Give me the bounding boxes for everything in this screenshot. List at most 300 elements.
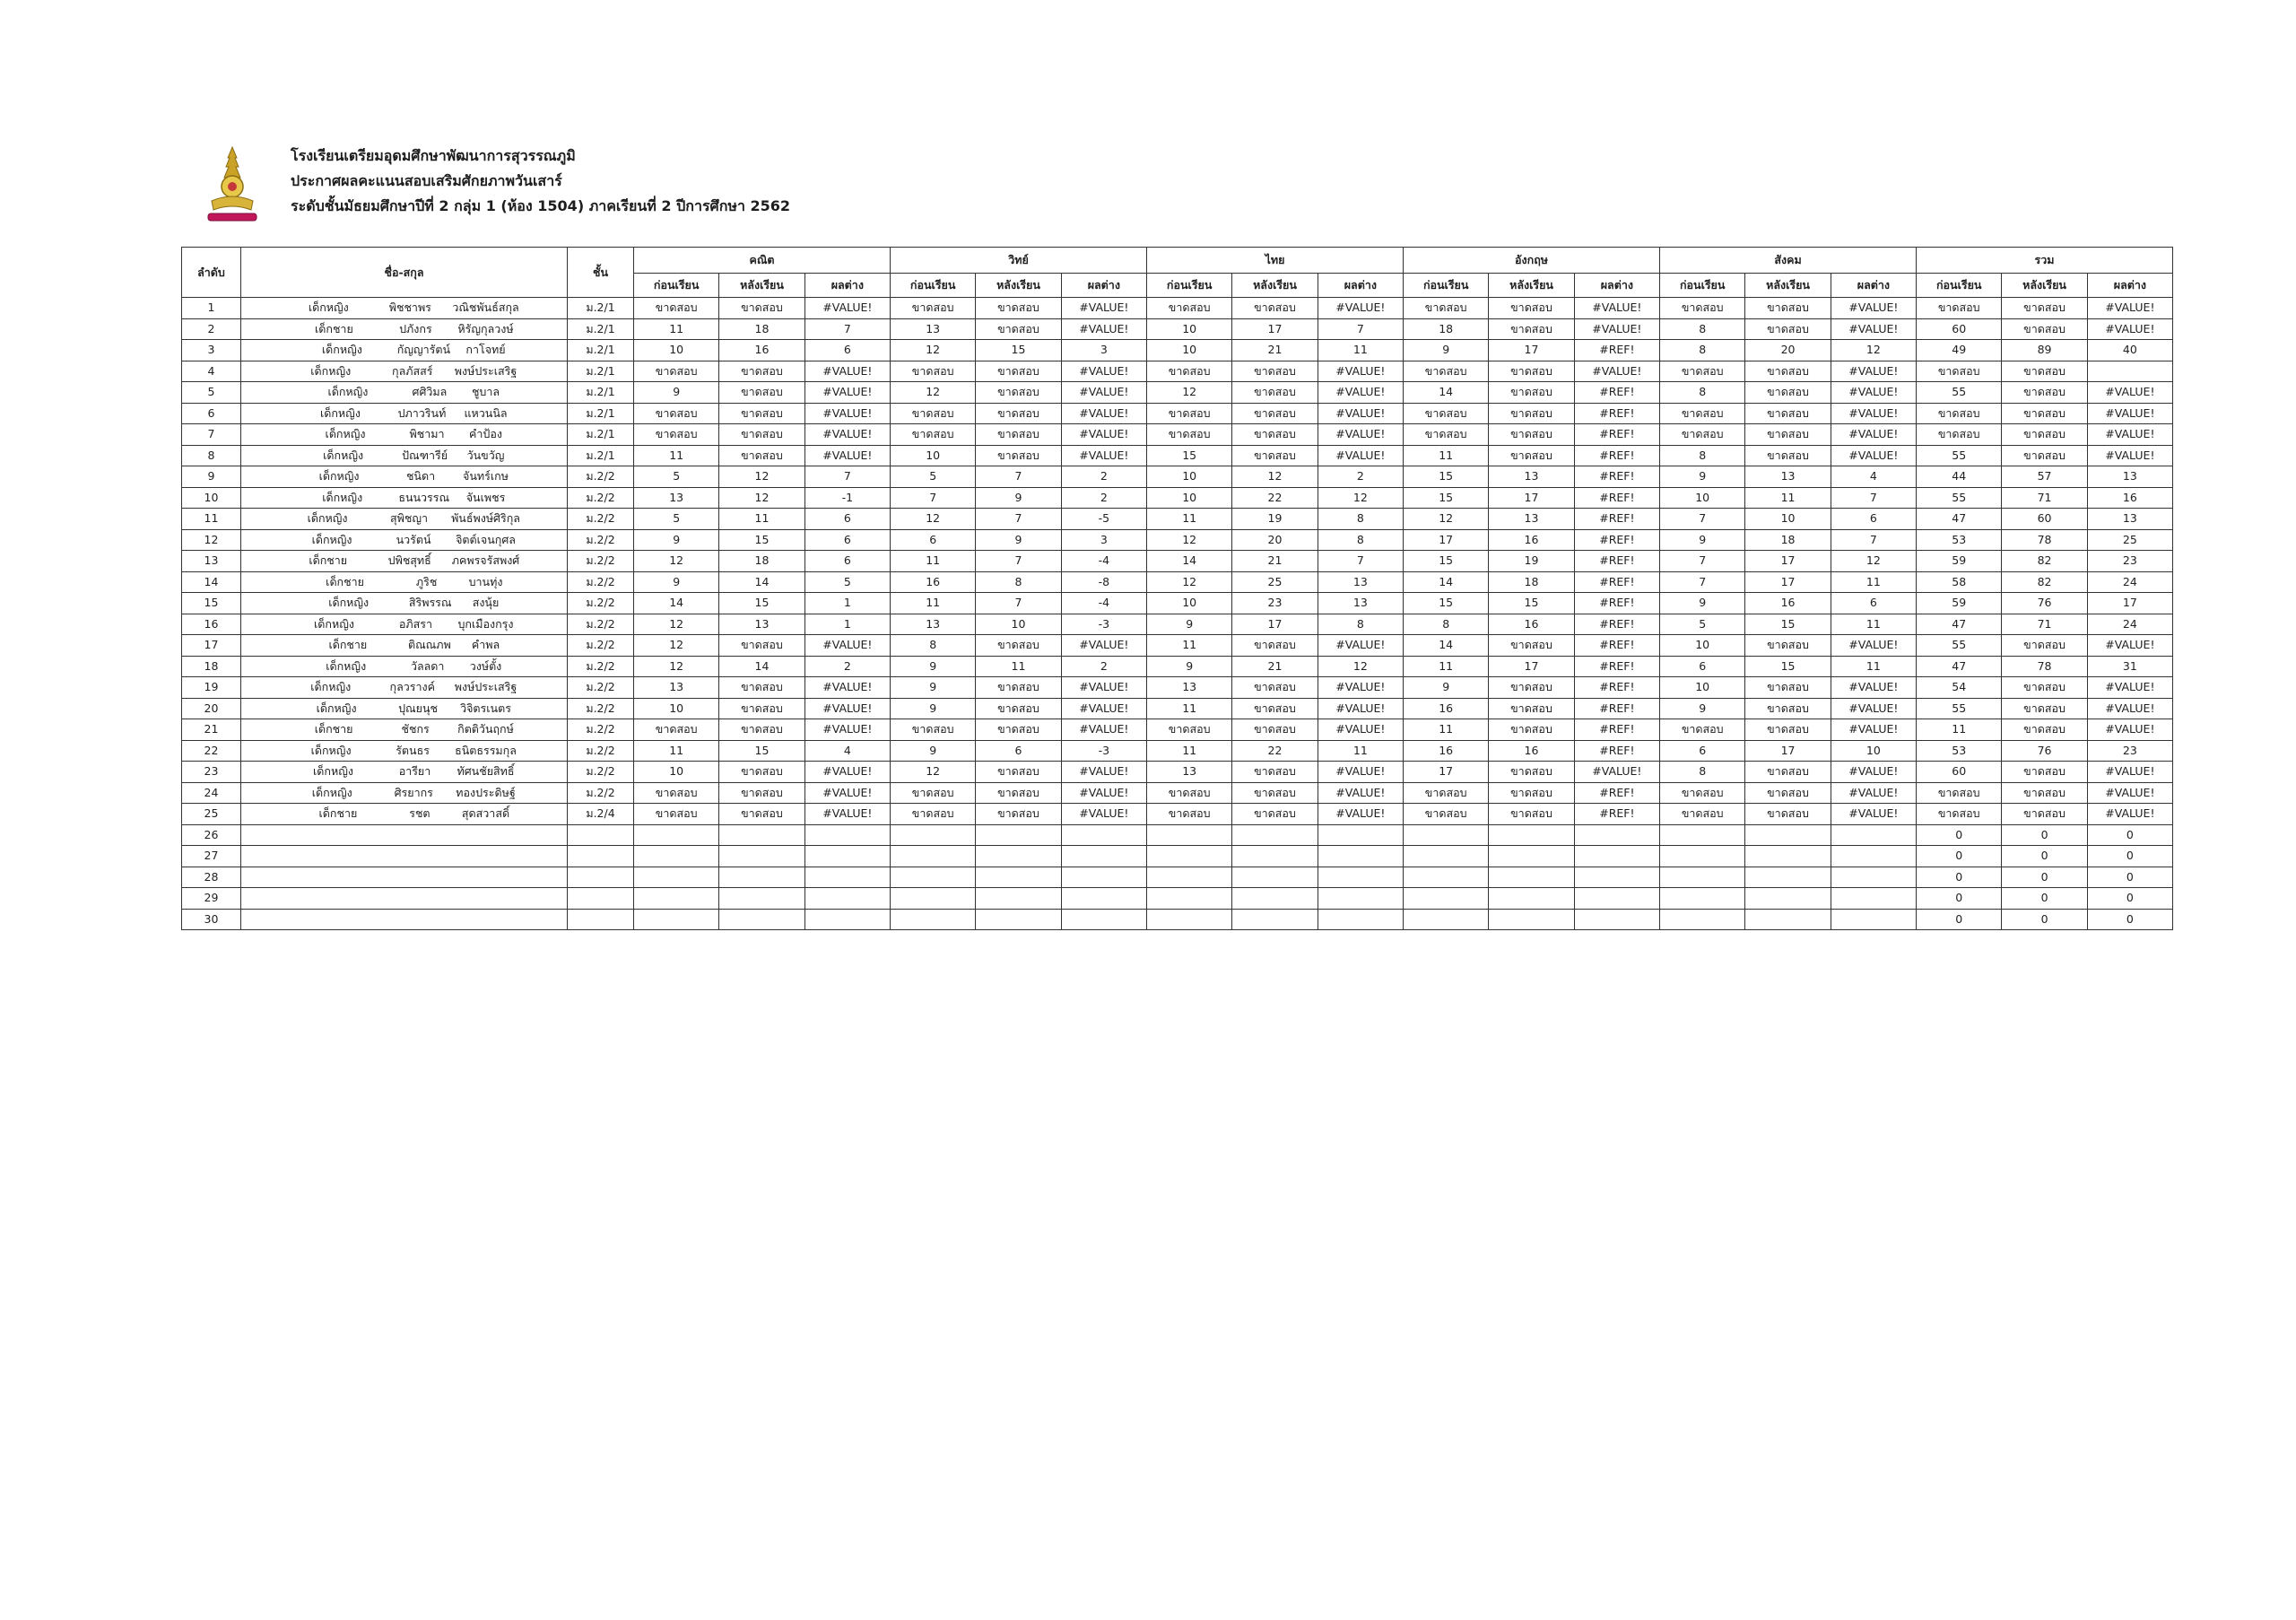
score-cell: #VALUE! [804, 424, 890, 446]
score-cell: #VALUE! [2087, 403, 2172, 424]
score-cell: 10 [1147, 487, 1232, 509]
score-cell [1061, 846, 1146, 867]
score-cell: 9 [891, 677, 976, 699]
score-cell: 2 [1318, 466, 1403, 488]
score-cell [1318, 846, 1403, 867]
header-sub: ก่อนเรียน [1660, 274, 1745, 298]
name-gender: เด็กหญิง [311, 532, 352, 546]
score-cell [1660, 867, 1745, 888]
score-cell: ขาดสอบ [1489, 318, 1574, 340]
header-subject: คณิต [634, 248, 891, 274]
student-class [568, 846, 634, 867]
score-cell: 0 [1917, 909, 2002, 930]
score-cell: 7 [976, 509, 1061, 530]
score-cell: 16 [1489, 614, 1574, 635]
score-cell [1574, 824, 1659, 846]
score-cell: ขาดสอบ [1147, 424, 1232, 446]
score-cell [1404, 846, 1489, 867]
score-cell [1745, 909, 1831, 930]
score-cell: 12 [719, 466, 804, 488]
score-cell: 17 [1745, 571, 1831, 593]
score-cell: 12 [1318, 487, 1403, 509]
score-cell: 13 [1489, 466, 1574, 488]
score-cell [1489, 846, 1574, 867]
table-row [182, 466, 2173, 488]
score-cell: 22 [1232, 487, 1318, 509]
score-cell [1574, 867, 1659, 888]
student-name [241, 529, 568, 551]
score-cell: ขาดสอบ [1745, 424, 1831, 446]
student-name [241, 614, 568, 635]
name-last: กาโจทย์ [465, 343, 506, 357]
score-cell: ขาดสอบ [719, 382, 804, 404]
header-sub: ก่อนเรียน [1404, 274, 1489, 298]
score-cell: ขาดสอบ [1489, 403, 1574, 424]
score-cell: 0 [2002, 824, 2087, 846]
score-cell: ขาดสอบ [1232, 698, 1318, 719]
score-cell: ขาดสอบ [2002, 424, 2087, 446]
score-cell: 12 [1318, 656, 1403, 677]
score-cell: 6 [891, 529, 976, 551]
score-cell [891, 888, 976, 910]
score-cell [1831, 824, 1916, 846]
score-cell [976, 824, 1061, 846]
score-cell [1489, 909, 1574, 930]
score-cell: 16 [1489, 740, 1574, 762]
score-cell: 9 [976, 487, 1061, 509]
score-cell: 76 [2002, 740, 2087, 762]
score-cell: #VALUE! [2087, 677, 2172, 699]
score-cell: #VALUE! [804, 361, 890, 382]
score-cell: ขาดสอบ [1404, 298, 1489, 319]
score-cell: ขาดสอบ [634, 719, 719, 741]
score-cell: 18 [719, 551, 804, 572]
score-cell: #VALUE! [2087, 424, 2172, 446]
score-cell: 10 [1147, 340, 1232, 361]
score-cell: #VALUE! [804, 804, 890, 825]
score-cell: 47 [1917, 509, 2002, 530]
score-cell: #VALUE! [1318, 361, 1403, 382]
header-subject: สังคม [1660, 248, 1917, 274]
row-number: 25 [182, 804, 241, 825]
score-cell: 8 [1318, 509, 1403, 530]
score-cell: ขาดสอบ [1147, 298, 1232, 319]
name-gender: เด็กหญิง [323, 448, 364, 462]
row-number: 18 [182, 656, 241, 677]
name-last: สงนุ้ย [472, 596, 500, 610]
table-row [182, 318, 2173, 340]
student-class: ม.2/2 [568, 551, 634, 572]
score-cell: ขาดสอบ [891, 403, 976, 424]
score-cell [1318, 888, 1403, 910]
student-class: ม.2/1 [568, 361, 634, 382]
table-row [182, 340, 2173, 361]
score-cell: #REF! [1574, 466, 1659, 488]
name-last: ภคพรจรัสพงศ์ [451, 553, 520, 568]
score-cell: 13 [1318, 593, 1403, 614]
score-cell: #VALUE! [1318, 698, 1403, 719]
score-cell: 7 [1660, 571, 1745, 593]
score-cell: #VALUE! [1318, 762, 1403, 783]
score-cell [1147, 867, 1232, 888]
row-number: 4 [182, 361, 241, 382]
score-cell [1147, 846, 1232, 867]
score-cell: 7 [1660, 509, 1745, 530]
score-cell: 3 [1061, 340, 1146, 361]
score-cell: #VALUE! [804, 445, 890, 466]
student-name [241, 509, 568, 530]
name-first: กัญญารัตน์ [396, 343, 451, 357]
score-cell [634, 909, 719, 930]
name-first: กุลภัสสร์ [392, 363, 433, 378]
score-cell: ขาดสอบ [976, 403, 1061, 424]
score-cell: 15 [1745, 614, 1831, 635]
name-gender: เด็กชาย [314, 722, 353, 736]
score-cell [1745, 867, 1831, 888]
score-cell: 11 [1404, 656, 1489, 677]
score-cell: ขาดสอบ [1917, 298, 2002, 319]
table-row [182, 762, 2173, 783]
score-cell: ขาดสอบ [2002, 318, 2087, 340]
score-cell: 15 [1147, 445, 1232, 466]
score-cell: 12 [634, 551, 719, 572]
score-cell: ขาดสอบ [1745, 677, 1831, 699]
header-subject: วิทย์ [891, 248, 1147, 274]
table-row [182, 298, 2173, 319]
score-cell: 15 [719, 593, 804, 614]
name-gender: เด็กหญิง [310, 743, 352, 757]
student-class: ม.2/2 [568, 529, 634, 551]
table-row [182, 614, 2173, 635]
name-last: บานทุ่ง [468, 574, 503, 588]
table-row [182, 445, 2173, 466]
score-cell: ขาดสอบ [1489, 445, 1574, 466]
name-first: นวรัตน์ [396, 532, 431, 546]
score-cell: 82 [2002, 551, 2087, 572]
table-row [182, 509, 2173, 530]
name-first: ปพิชสุทธิ์ [387, 553, 431, 568]
score-cell: 22 [1232, 740, 1318, 762]
student-class: ม.2/2 [568, 719, 634, 741]
score-cell: #VALUE! [1831, 698, 1916, 719]
score-cell: 21 [1232, 656, 1318, 677]
score-cell [719, 824, 804, 846]
score-cell: #VALUE! [1574, 762, 1659, 783]
score-cell: 11 [1147, 509, 1232, 530]
score-cell: 9 [634, 571, 719, 593]
score-cell: 17 [1745, 740, 1831, 762]
student-class: ม.2/2 [568, 571, 634, 593]
score-cell: 11 [976, 656, 1061, 677]
score-cell: 9 [634, 529, 719, 551]
score-cell: 12 [1404, 509, 1489, 530]
score-cell: ขาดสอบ [1489, 677, 1574, 699]
score-cell: ขาดสอบ [1489, 361, 1574, 382]
student-name [241, 635, 568, 657]
score-cell: ขาดสอบ [1745, 318, 1831, 340]
score-cell: 12 [1147, 529, 1232, 551]
name-gender: เด็กหญิง [321, 343, 362, 357]
score-cell: 9 [1147, 614, 1232, 635]
score-cell: ขาดสอบ [1232, 782, 1318, 804]
score-cell: ขาดสอบ [1660, 804, 1745, 825]
row-number: 13 [182, 551, 241, 572]
score-cell: #VALUE! [804, 782, 890, 804]
score-cell [1318, 867, 1403, 888]
student-name [241, 719, 568, 741]
score-cell: #VALUE! [1061, 382, 1146, 404]
score-cell: -4 [1061, 593, 1146, 614]
score-cell: 7 [804, 318, 890, 340]
row-number: 2 [182, 318, 241, 340]
score-cell: 17 [2087, 593, 2172, 614]
score-cell: -1 [804, 487, 890, 509]
score-cell: 59 [1917, 551, 2002, 572]
score-cell: 6 [804, 509, 890, 530]
score-cell: 7 [1318, 551, 1403, 572]
document-header [204, 144, 1550, 233]
header-sub: ผลต่าง [1318, 274, 1403, 298]
header-sub: ผลต่าง [804, 274, 890, 298]
score-cell: 9 [1660, 529, 1745, 551]
row-number: 1 [182, 298, 241, 319]
score-cell: 53 [1917, 529, 2002, 551]
score-cell: ขาดสอบ [976, 698, 1061, 719]
score-cell: ขาดสอบ [1404, 361, 1489, 382]
score-cell: 0 [2002, 846, 2087, 867]
score-cell: ขาดสอบ [719, 298, 804, 319]
score-cell: ขาดสอบ [1147, 804, 1232, 825]
score-cell: ขาดสอบ [2002, 782, 2087, 804]
score-cell: ขาดสอบ [1489, 382, 1574, 404]
score-cell: ขาดสอบ [1404, 782, 1489, 804]
score-cell [1574, 846, 1659, 867]
student-class: ม.2/2 [568, 698, 634, 719]
row-number: 5 [182, 382, 241, 404]
name-first: รชต [409, 806, 430, 821]
score-cell: #REF! [1574, 614, 1659, 635]
score-cell: 17 [1232, 318, 1318, 340]
name-last: หิรัญกุลวงษ์ [457, 321, 514, 335]
score-cell: 12 [1147, 382, 1232, 404]
score-cell [634, 867, 719, 888]
score-cell: 8 [1660, 318, 1745, 340]
score-cell: #VALUE! [2087, 445, 2172, 466]
score-cell: ขาดสอบ [1660, 782, 1745, 804]
score-cell: ขาดสอบ [976, 804, 1061, 825]
score-cell [634, 846, 719, 867]
score-cell [1318, 909, 1403, 930]
score-cell [1147, 888, 1232, 910]
score-cell: 10 [634, 698, 719, 719]
score-cell: 25 [2087, 529, 2172, 551]
score-cell: 6 [1660, 740, 1745, 762]
score-cell: ขาดสอบ [1147, 403, 1232, 424]
score-cell [1404, 909, 1489, 930]
student-name [241, 403, 568, 424]
score-table [181, 247, 2173, 930]
score-cell: #VALUE! [1061, 361, 1146, 382]
score-cell: 6 [804, 340, 890, 361]
score-cell: ขาดสอบ [1745, 361, 1831, 382]
student-name [241, 762, 568, 783]
name-gender: เด็กหญิง [316, 701, 357, 715]
score-cell: 9 [1660, 593, 1745, 614]
table-row [182, 529, 2173, 551]
score-cell [719, 867, 804, 888]
score-cell [1489, 824, 1574, 846]
student-name [241, 424, 568, 446]
score-cell [891, 846, 976, 867]
score-cell: 10 [634, 762, 719, 783]
table-row [182, 804, 2173, 825]
score-cell: 11 [1147, 698, 1232, 719]
name-gender: เด็กหญิง [325, 427, 366, 441]
score-cell: 13 [1147, 762, 1232, 783]
name-gender: เด็กชาย [318, 806, 358, 821]
name-first: กุลวรางค์ [389, 680, 435, 694]
score-cell [891, 824, 976, 846]
score-cell: #VALUE! [1574, 361, 1659, 382]
score-cell: #VALUE! [1318, 382, 1403, 404]
score-cell: ขาดสอบ [2002, 445, 2087, 466]
score-cell: ขาดสอบ [1660, 403, 1745, 424]
score-cell: 5 [634, 466, 719, 488]
score-cell: 8 [1404, 614, 1489, 635]
score-cell [891, 867, 976, 888]
student-name [241, 677, 568, 699]
name-gender: เด็กหญิง [308, 300, 349, 315]
score-cell [1660, 824, 1745, 846]
score-cell: #VALUE! [1831, 298, 1916, 319]
score-cell [1404, 888, 1489, 910]
score-cell [719, 846, 804, 867]
name-first: สุพิชญา [390, 511, 429, 526]
score-cell [1745, 846, 1831, 867]
score-cell [1745, 824, 1831, 846]
score-cell: 6 [976, 740, 1061, 762]
score-cell: 11 [891, 593, 976, 614]
score-cell: #REF! [1574, 782, 1659, 804]
row-number: 8 [182, 445, 241, 466]
score-cell [1061, 867, 1146, 888]
student-name [241, 782, 568, 804]
student-name [241, 656, 568, 677]
row-number: 26 [182, 824, 241, 846]
score-cell: 17 [1404, 529, 1489, 551]
score-cell [2087, 361, 2172, 382]
score-cell: #VALUE! [804, 719, 890, 741]
score-cell: #REF! [1574, 593, 1659, 614]
score-cell: #REF! [1574, 698, 1659, 719]
score-cell: 60 [2002, 509, 2087, 530]
score-cell: #VALUE! [2087, 382, 2172, 404]
header-sub: หลังเรียน [1232, 274, 1318, 298]
score-cell: 16 [1489, 529, 1574, 551]
score-cell: 20 [1745, 340, 1831, 361]
score-cell: 12 [634, 614, 719, 635]
score-cell: 14 [719, 656, 804, 677]
name-last: สุดสวาสดิ์ [461, 806, 510, 821]
student-name [241, 382, 568, 404]
header-sub: หลังเรียน [719, 274, 804, 298]
row-number: 29 [182, 888, 241, 910]
score-cell: 5 [1660, 614, 1745, 635]
score-cell: 12 [1147, 571, 1232, 593]
score-cell: 15 [719, 529, 804, 551]
score-cell: #VALUE! [2087, 804, 2172, 825]
score-cell: ขาดสอบ [1745, 698, 1831, 719]
header-sub: หลังเรียน [2002, 274, 2087, 298]
score-cell [1831, 867, 1916, 888]
name-first: ชัชกร [401, 722, 430, 736]
score-cell: #VALUE! [1061, 424, 1146, 446]
score-cell: 17 [1489, 487, 1574, 509]
score-cell [1061, 888, 1146, 910]
score-cell: 14 [1147, 551, 1232, 572]
class-term-info: ระดับชั้นมัธยมศึกษาปีที่ 2 กลุ่ม 1 (ห้อง 1504) ภาคเรียนที่ 2 ปีการศึกษา 2562 [291, 197, 791, 214]
header-name: ชื่อ-สกุล [241, 248, 568, 298]
score-cell: #VALUE! [1061, 298, 1146, 319]
table-row [182, 424, 2173, 446]
score-cell: 25 [1232, 571, 1318, 593]
student-class: ม.2/2 [568, 762, 634, 783]
student-name [241, 340, 568, 361]
score-cell: ขาดสอบ [2002, 635, 2087, 657]
score-cell: 55 [1917, 487, 2002, 509]
score-cell: #VALUE! [1061, 677, 1146, 699]
name-first: ภูริช [415, 574, 438, 588]
name-first: ปัณฑารีย์ [402, 448, 448, 462]
score-cell [891, 909, 976, 930]
score-cell: #VALUE! [1061, 782, 1146, 804]
score-cell: ขาดสอบ [1745, 804, 1831, 825]
student-name [241, 466, 568, 488]
score-cell: ขาดสอบ [1147, 782, 1232, 804]
table-row [182, 909, 2173, 930]
score-cell: #VALUE! [1574, 298, 1659, 319]
score-cell: 9 [976, 529, 1061, 551]
score-cell [1232, 867, 1318, 888]
score-cell: 71 [2002, 614, 2087, 635]
score-cell: 18 [1489, 571, 1574, 593]
score-cell: 16 [891, 571, 976, 593]
name-first: อภิสรา [398, 616, 433, 631]
score-cell: 71 [2002, 487, 2087, 509]
score-cell: 12 [1232, 466, 1318, 488]
score-cell: #REF! [1574, 740, 1659, 762]
score-cell [804, 824, 890, 846]
score-cell: 20 [1232, 529, 1318, 551]
table-row [182, 382, 2173, 404]
score-cell: #VALUE! [2087, 762, 2172, 783]
score-cell [1147, 909, 1232, 930]
name-first: อารียา [398, 764, 431, 779]
name-first: ศศิวิมล [412, 385, 448, 399]
student-name [241, 867, 568, 888]
score-cell: ขาดสอบ [719, 782, 804, 804]
score-cell: 78 [2002, 529, 2087, 551]
score-cell: #REF! [1574, 804, 1659, 825]
score-cell: 18 [719, 318, 804, 340]
student-name [241, 361, 568, 382]
score-cell: 15 [1404, 466, 1489, 488]
score-cell: ขาดสอบ [1489, 698, 1574, 719]
score-cell: 55 [1917, 382, 2002, 404]
row-number: 16 [182, 614, 241, 635]
score-cell: 44 [1917, 466, 2002, 488]
score-cell: #REF! [1574, 424, 1659, 446]
